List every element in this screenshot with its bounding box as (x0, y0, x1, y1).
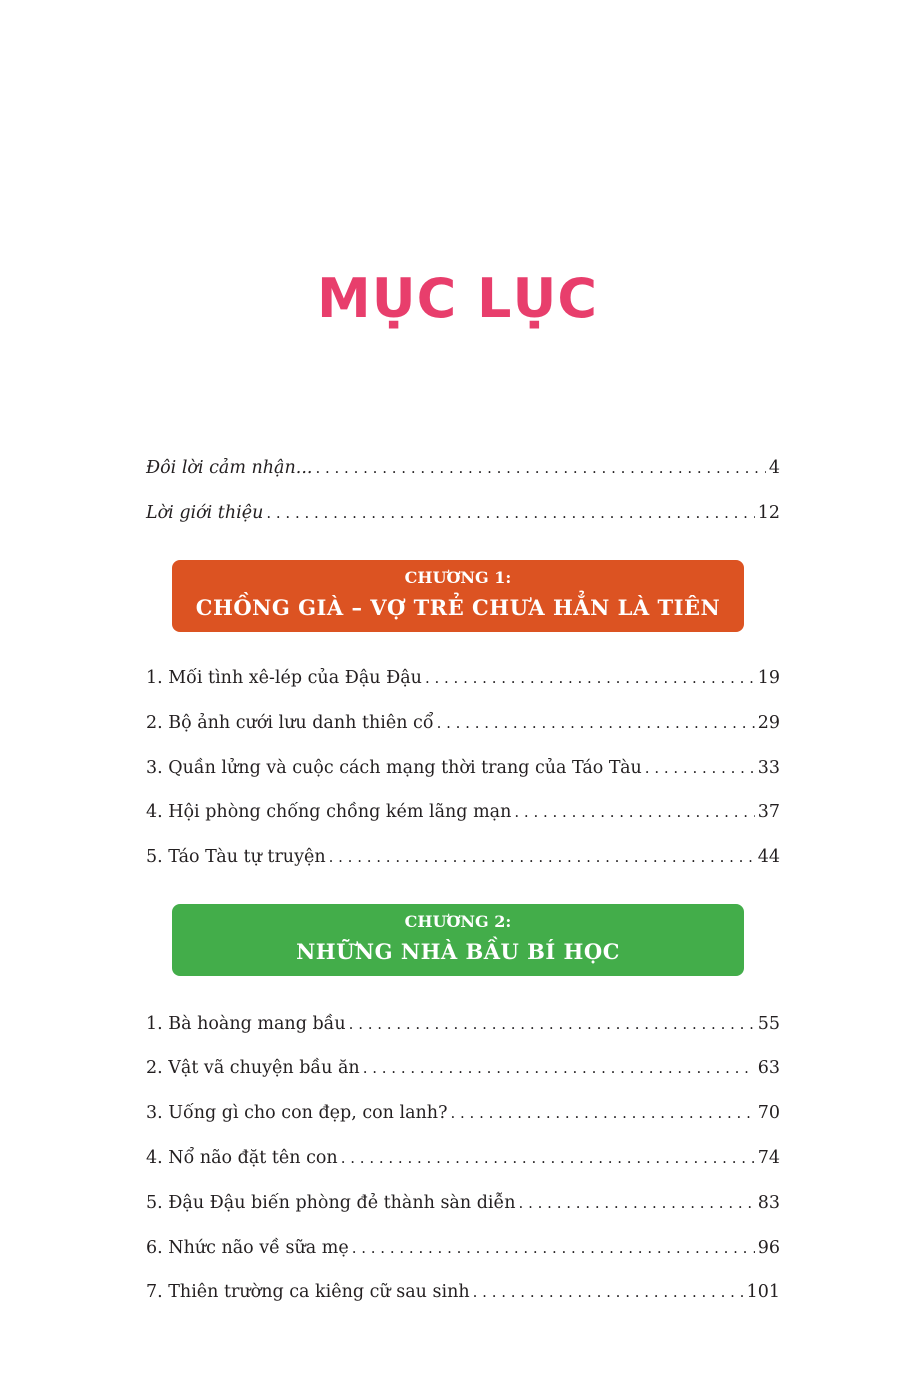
toc-entry-label: 7. Thiên trường ca kiêng cữ sau sinh (146, 1282, 470, 1302)
chapter-number: CHƯƠNG 1: (404, 568, 512, 587)
dot-leader (341, 1145, 755, 1171)
chapter-1-banner[interactable] (172, 560, 744, 632)
toc-entry-label: 3. Quần lửng và cuộc cách mạng thời trang của Táo Tàu (146, 758, 642, 778)
dot-leader (363, 1055, 755, 1081)
dot-leader (450, 1100, 754, 1126)
toc-entry-label: 1. Mối tình xê-lép của Đậu Đậu (146, 668, 422, 688)
toc-entry-page: 83 (757, 1193, 780, 1213)
toc-entry-label: Đôi lời cảm nhận... (146, 458, 313, 478)
toc-entry-label: 2. Bộ ảnh cưới lưu danh thiên cổ (146, 713, 434, 733)
toc-entry-label: Lời giới thiệu (146, 503, 264, 523)
toc-entry-label: 3. Uống gì cho con đẹp, con lanh? (146, 1103, 448, 1123)
toc-entry[interactable] (146, 1279, 780, 1305)
toc-entry-page: 19 (757, 668, 780, 688)
page-title: MỤC LỤC (317, 267, 598, 330)
dot-leader (437, 710, 755, 736)
toc-entry[interactable] (146, 1190, 780, 1216)
dot-leader (519, 1190, 755, 1216)
toc-entry-page: 70 (757, 1103, 780, 1123)
toc-entry[interactable] (146, 799, 780, 825)
toc-entry-page: 44 (757, 847, 780, 867)
toc-entry[interactable] (146, 755, 780, 781)
toc-entry-page: 63 (757, 1058, 780, 1078)
toc-entry[interactable] (146, 455, 780, 481)
toc-entry-label: 4. Hội phòng chống chồng kém lãng mạn (146, 802, 512, 822)
toc-entry-label: 5. Táo Tàu tự truyện (146, 847, 326, 867)
dot-leader (514, 799, 754, 825)
toc-entry[interactable] (146, 665, 780, 691)
dot-leader (266, 500, 754, 526)
toc-entry-page: 12 (757, 503, 780, 523)
toc-entry-label: 5. Đậu Đậu biến phòng đẻ thành sàn diễn (146, 1193, 516, 1213)
toc-entry-label: 4. Nổ não đặt tên con (146, 1148, 338, 1168)
toc-entry-page: 101 (746, 1282, 780, 1302)
toc-entry-label: 1. Bà hoàng mang bầu (146, 1014, 346, 1034)
toc-entry[interactable] (146, 710, 780, 736)
chapter-number: CHƯƠNG 2: (404, 912, 512, 931)
toc-entry-page: 4 (768, 458, 780, 478)
dot-leader (352, 1235, 755, 1261)
toc-entry-label: 2. Vật vã chuyện bầu ăn (146, 1058, 360, 1078)
toc-entry-page: 29 (757, 713, 780, 733)
toc-entry[interactable] (146, 1055, 780, 1081)
toc-entry-page: 37 (757, 802, 780, 822)
toc-entry[interactable] (146, 500, 780, 526)
chapter-title: CHỒNG GIÀ – VỢ TRẺ CHƯA HẲN LÀ TIÊN (195, 595, 721, 620)
toc-entry-label: 6. Nhức não về sữa mẹ (146, 1238, 349, 1258)
dot-leader (473, 1279, 744, 1305)
toc-entry-page: 74 (757, 1148, 780, 1168)
toc-entry[interactable] (146, 1100, 780, 1126)
dot-leader (349, 1011, 755, 1037)
toc-entry[interactable] (146, 844, 780, 870)
toc-entry[interactable] (146, 1011, 780, 1037)
toc-entry-page: 55 (757, 1014, 780, 1034)
dot-leader (645, 755, 755, 781)
toc-entry-page: 33 (757, 758, 780, 778)
chapter-title: NHỮNG NHÀ BẦU BÍ HỌC (296, 939, 620, 964)
dot-leader (329, 844, 755, 870)
toc-entry[interactable] (146, 1235, 780, 1261)
toc-entry-page: 96 (757, 1238, 780, 1258)
toc-entry[interactable] (146, 1145, 780, 1171)
dot-leader (315, 455, 765, 481)
chapter-2-banner[interactable] (172, 904, 744, 976)
dot-leader (425, 665, 755, 691)
